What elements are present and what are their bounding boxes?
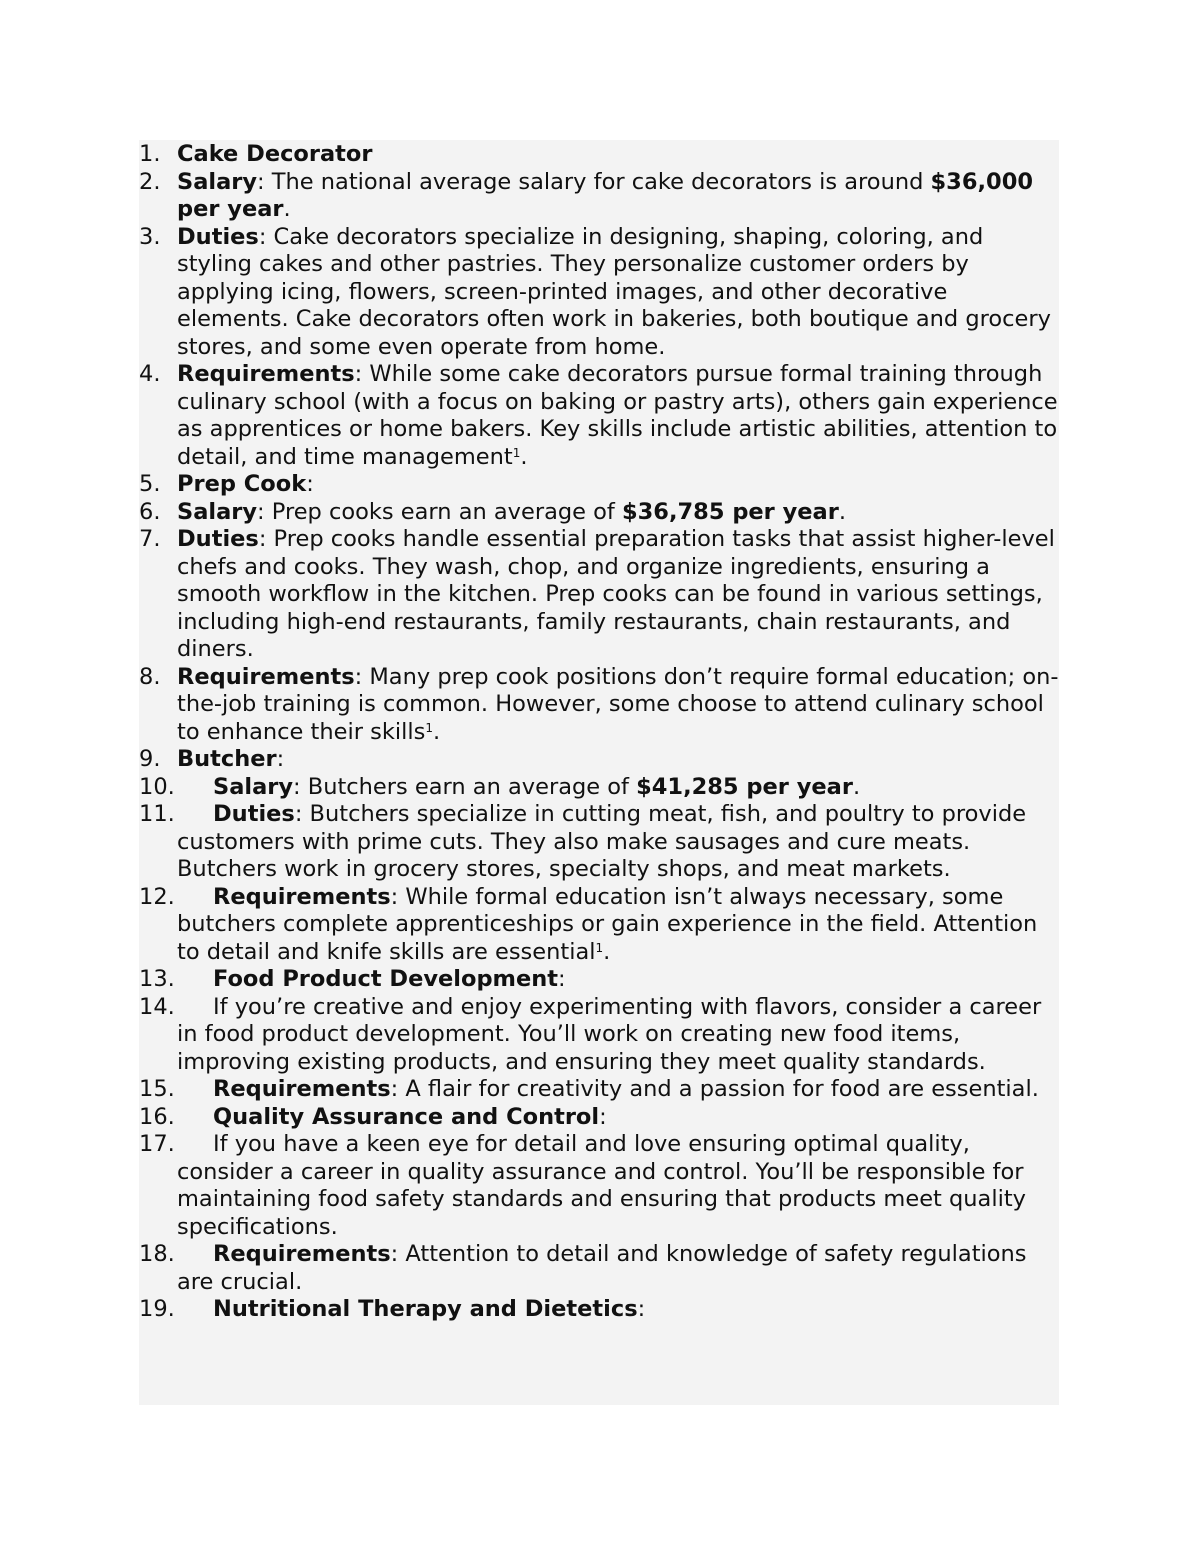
- bold-text: $36,000 per year: [177, 168, 1034, 222]
- list-number: 8.: [139, 663, 161, 690]
- list-number: 11.: [139, 801, 175, 827]
- body-text: : While some cake decorators pursue formal training through culinary school (with a focus on baking or pastry arts), others gain experience as apprentices or home bakers. Key skills include artistic abilities, attention to detail, and time management: [177, 361, 1058, 470]
- body-text: : Many prep cook positions don’t require formal education; on-the-job training is common. However, some choose to attend culinary school to enhance their skills: [177, 663, 1059, 745]
- bold-text: Prep Cook: [177, 471, 307, 497]
- body-text: .: [603, 938, 611, 965]
- list-item: [139, 774, 1059, 802]
- list-number: 5.: [139, 471, 161, 497]
- body-text: :: [558, 966, 566, 992]
- list-number: 9.: [139, 746, 161, 772]
- numbered-list: [139, 141, 1059, 1324]
- list-item: [139, 361, 1059, 471]
- list-number: 13.: [139, 966, 175, 992]
- body-text: .: [852, 773, 861, 800]
- body-text: : Cake decorators specialize in designing, shaping, coloring, and styling cakes and other pastries. They personalize customer orders by applying icing, flowers, screen-printed images, and other decorative elements. Cake decorators often work in bakeries, both boutique and grocery stores, and some even operate from home.: [177, 223, 1051, 360]
- body-text: .: [838, 498, 846, 525]
- body-text: .: [283, 196, 291, 222]
- body-text: : While formal education isn’t always necessary, some butchers complete apprenticeships or gain experience in the field. Attention to detail and knife skills are essential: [177, 883, 1038, 965]
- list-number: 12.: [139, 883, 175, 910]
- list-number: 18.: [139, 1241, 175, 1267]
- list-number: 3.: [139, 223, 161, 250]
- bold-text: Requirements: [177, 361, 355, 387]
- bold-text: Salary: [213, 773, 294, 800]
- body-text: : A flair for creativity and a passion for food are essential.: [390, 1076, 1039, 1102]
- list-item: [139, 1104, 1059, 1132]
- list-number: 1.: [139, 141, 161, 167]
- list-item: [139, 141, 1059, 169]
- bold-text: $41,285 per year: [636, 773, 853, 800]
- body-text: :: [306, 471, 314, 497]
- bold-text: $36,785 per year: [622, 498, 839, 525]
- list-number: 15.: [139, 1076, 175, 1102]
- bold-text: Salary: [177, 168, 258, 195]
- body-text: : Attention to detail and knowledge of safety regulations are crucial.: [177, 1241, 1027, 1295]
- list-item: [139, 746, 1059, 774]
- body-text: : The national average salary for cake decorators is around: [257, 168, 931, 195]
- list-number: 7.: [139, 526, 161, 552]
- bold-text: Cake Decorator: [177, 141, 373, 167]
- list-number: 6.: [139, 498, 161, 525]
- list-item: [139, 994, 1059, 1077]
- footnote-reference: 1: [595, 940, 604, 955]
- list-item: [139, 1296, 1059, 1324]
- body-text: If you have a keen eye for detail and love ensuring optimal quality, consider a career in quality assurance and control. You’ll be responsible for maintaining food safety standards and ensuring that products meet quality specifications.: [177, 1131, 1026, 1240]
- body-text: :: [276, 746, 285, 772]
- bold-text: Food Product Development: [213, 966, 559, 992]
- bold-text: Salary: [177, 498, 258, 525]
- footnote-reference: 1: [512, 445, 521, 460]
- list-item: [139, 224, 1059, 362]
- list-number: 14.: [139, 993, 175, 1020]
- list-item: [139, 169, 1059, 224]
- list-number: 19.: [139, 1296, 175, 1322]
- bold-text: Duties: [213, 801, 295, 827]
- body-text: .: [432, 718, 441, 745]
- list-item: [139, 801, 1059, 884]
- body-text: If you’re creative and enjoy experimenting with flavors, consider a career in food product development. You’ll work on creating new food items, improving existing products, and ensuring they meet quality standards.: [177, 993, 1042, 1075]
- bold-text: Nutritional Therapy and Dietetics: [213, 1296, 638, 1322]
- footnote-reference: 1: [425, 720, 433, 735]
- list-item: [139, 471, 1059, 499]
- bold-text: Quality Assurance and Control: [213, 1103, 600, 1130]
- list-item: [139, 664, 1059, 747]
- list-item: [139, 966, 1059, 994]
- bold-text: Requirements: [213, 883, 391, 910]
- bold-text: Duties: [177, 223, 259, 250]
- bold-text: Requirements: [213, 1241, 391, 1267]
- body-text: : Butchers specialize in cutting meat, fish, and poultry to provide customers with prime cuts. They also make sausages and cure meats. Butchers work in grocery stores, specialty shops, and meat markets.: [177, 801, 1027, 882]
- list-item: [139, 1241, 1059, 1296]
- list-number: 17.: [139, 1131, 175, 1157]
- bold-text: Butcher: [177, 746, 277, 772]
- list-number: 16.: [139, 1103, 175, 1130]
- bold-text: Duties: [177, 526, 259, 552]
- body-text: .: [520, 443, 528, 470]
- body-text: :: [637, 1296, 646, 1322]
- bold-text: Requirements: [213, 1076, 391, 1102]
- body-text: : Butchers earn an average of: [293, 773, 637, 800]
- list-item: [139, 1131, 1059, 1241]
- body-text: : Prep cooks handle essential preparation tasks that assist higher-level chefs and cooks. They wash, chop, and organize ingredients, ensuring a smooth workflow in the kitchen. Prep cooks can be found in various settings, including high-end restaurants, family restaurants, chain restaurants, and diners.: [177, 526, 1055, 662]
- list-number: 10.: [139, 773, 175, 800]
- list-item: [139, 884, 1059, 967]
- list-item: [139, 526, 1059, 664]
- body-text: :: [599, 1103, 607, 1130]
- list-number: 4.: [139, 361, 161, 387]
- list-item: [139, 1076, 1059, 1104]
- document-body: [139, 140, 1059, 1405]
- list-item: [139, 499, 1059, 527]
- list-number: 2.: [139, 168, 161, 195]
- body-text: : Prep cooks earn an average of: [257, 498, 622, 525]
- bold-text: Requirements: [177, 663, 355, 690]
